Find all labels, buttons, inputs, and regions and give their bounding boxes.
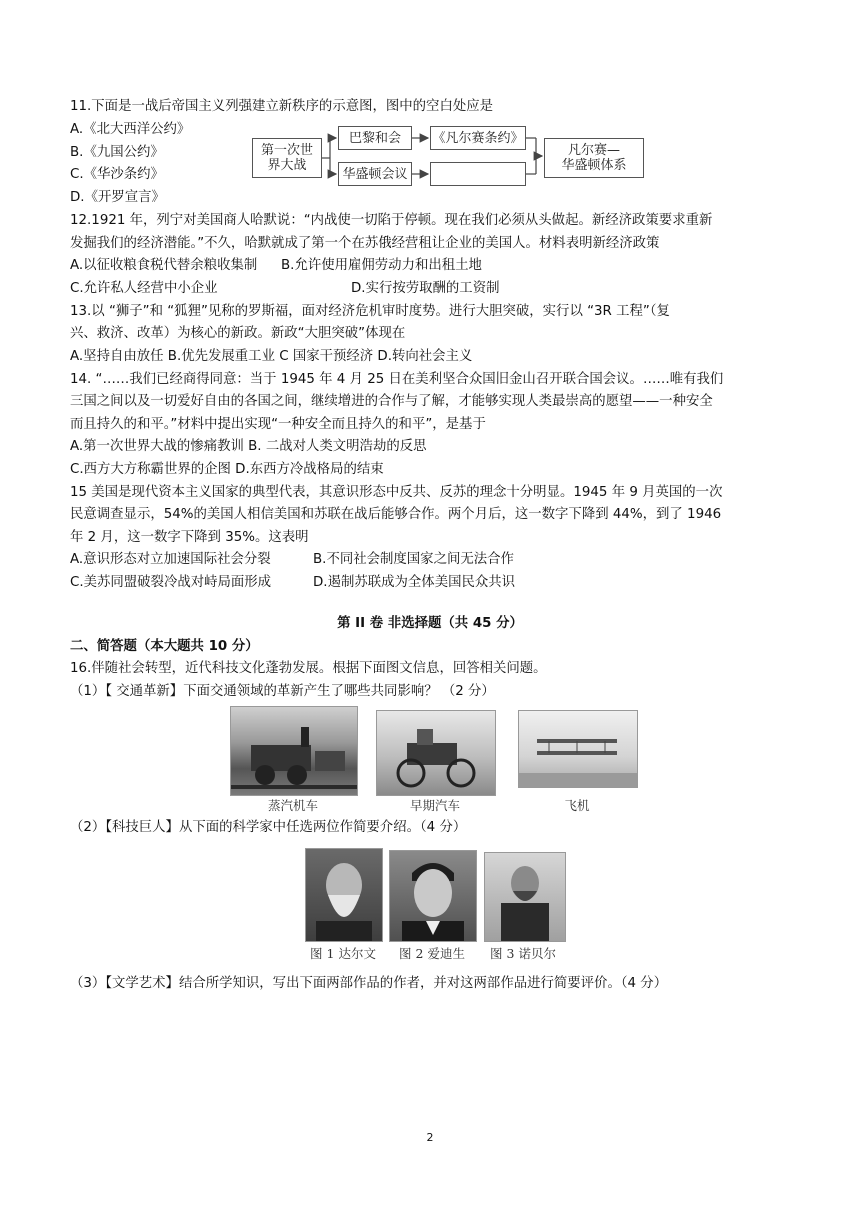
diagram-versailles-box: 《凡尔赛条约》	[430, 126, 526, 150]
q14-line-2: 三国之间以及一切爱好自由的各国之间，继续增进的合作与了解，才能够实现人类最崇高的愿望——一种安全	[70, 394, 713, 409]
part-2-title: 第 II 卷 非选择题（共 45 分）	[337, 616, 523, 631]
q12-option-c: C.允许私人经营中小企业	[70, 281, 218, 296]
diagram-result-line2: 华盛顿体系	[561, 158, 627, 173]
q13-line-1: 13.以 “狮子”和 “狐狸”见称的罗斯福，面对经济危机审时度势。进行大胆突破，实行以 “3R 工程”（复	[70, 304, 670, 319]
q11-diagram	[250, 122, 650, 194]
q12-option-b: B.允许使用雇佣劳动力和出租土地	[281, 258, 482, 273]
diagram-start-line1: 第一次世	[260, 143, 313, 158]
diagram-start-box	[252, 138, 322, 178]
diagram-start-line2: 界大战	[267, 158, 307, 173]
darwin-portrait	[305, 848, 383, 942]
q16-stem: 16.伴随社会转型，近代科技文化蓬勃发展。根据下面图文信息，回答相关问题。	[70, 661, 547, 676]
page-number: 2	[426, 1131, 434, 1144]
q15-option-c: C.美苏同盟破裂冷战对峙局面形成	[70, 575, 272, 590]
diagram-result-box	[544, 138, 644, 178]
nobel-portrait	[484, 852, 566, 942]
q15-line-3: 年 2 月，这一数字下降到 35%。这表明	[70, 530, 309, 545]
darwin-caption: 图 1 达尔文	[310, 946, 376, 961]
q12-option-a: A.以征收粮食税代替余粮收集制	[70, 258, 258, 273]
q11-stem: 11.下面是一战后帝国主义列强建立新秩序的示意图，图中的空白处应是	[70, 99, 494, 114]
q12-line-2: 发掘我们的经济潜能。”不久，哈默就成了第一个在苏俄经营租让企业的美国人。材料表明新经济政策	[70, 236, 660, 251]
q16-sub3: （3）【文学艺术】结合所学知识，写出下面两部作品的作者，并对这两部作品进行简要评价。（4 分）	[70, 976, 668, 991]
edison-portrait	[389, 850, 477, 942]
diagram-blank-box	[430, 162, 526, 186]
steam-locomotive-photo	[230, 706, 358, 796]
q14-line-1: 14. “……我们已经商得同意：当于 1945 年 4 月 25 日在美利坚合众国旧金山召开联合国会议。……唯有我们	[70, 372, 724, 387]
early-car-photo	[376, 710, 496, 796]
q16-sub1: （1）【 交通革新】下面交通领域的革新产生了哪些共同影响？ （2 分）	[70, 684, 495, 699]
q15-option-b: B.不同社会制度国家之间无法合作	[313, 552, 514, 567]
q15-option-a: A.意识形态对立加速国际社会分裂	[70, 552, 271, 567]
q14-line-3: 而且持久的和平。”材料中提出实现“一种安全而且持久的和平”，是基于	[70, 417, 486, 432]
diagram-result-line1: 凡尔赛—	[567, 143, 620, 158]
airplane-photo	[518, 710, 638, 788]
section-heading: 二、简答题（本大题共 10 分）	[70, 639, 259, 654]
steam-locomotive-caption: 蒸汽机车	[267, 798, 318, 813]
q11-option-b: B.《九国公约》	[70, 145, 164, 160]
airplane-caption: 飞机	[564, 798, 590, 813]
q13-options: A.坚持自由放任 B.优先发展重工业 C 国家干预经济 D.转向社会主义	[70, 349, 473, 364]
q12-line-1: 12.1921 年，列宁对美国商人哈默说：“内战使一切陷于停顿。现在我们必须从头做起。新经济政策要求重新	[70, 213, 713, 228]
nobel-caption: 图 3 诺贝尔	[490, 946, 556, 961]
q15-line-1: 15 美国是现代资本主义国家的典型代表，其意识形态中反共、反苏的理念十分明显。1945 年 9 月英国的一次	[70, 485, 723, 500]
edison-caption: 图 2 爱迪生	[399, 946, 465, 961]
q11-option-a: A.《北大西洋公约》	[70, 122, 191, 137]
q11-option-d: D.《开罗宣言》	[70, 190, 165, 205]
q15-line-2: 民意调查显示，54%的美国人相信美国和苏联在战后能够合作。两个月后，这一数字下降到 44%，到了 1946	[70, 507, 722, 522]
diagram-paris-box: 巴黎和会	[338, 126, 412, 150]
q12-option-d: D.实行按劳取酬的工资制	[351, 281, 500, 296]
q14-options-2: C.西方大方称霸世界的企图 D.东西方冷战格局的结束	[70, 462, 384, 477]
q16-sub2: （2）【科技巨人】从下面的科学家中任选两位作简要介绍。（4 分）	[70, 820, 467, 835]
early-car-caption: 早期汽车	[409, 798, 460, 813]
q14-options-1: A.第一次世界大战的惨痛教训 B. 二战对人类文明浩劫的反思	[70, 439, 427, 454]
q13-line-2: 兴、救济、改革）为核心的新政。新政“大胆突破”体现在	[70, 326, 406, 341]
q11-option-c: C.《华沙条约》	[70, 167, 164, 182]
q15-option-d: D.遏制苏联成为全体美国民众共识	[313, 575, 516, 590]
diagram-washington-box: 华盛顿会议	[338, 162, 412, 186]
